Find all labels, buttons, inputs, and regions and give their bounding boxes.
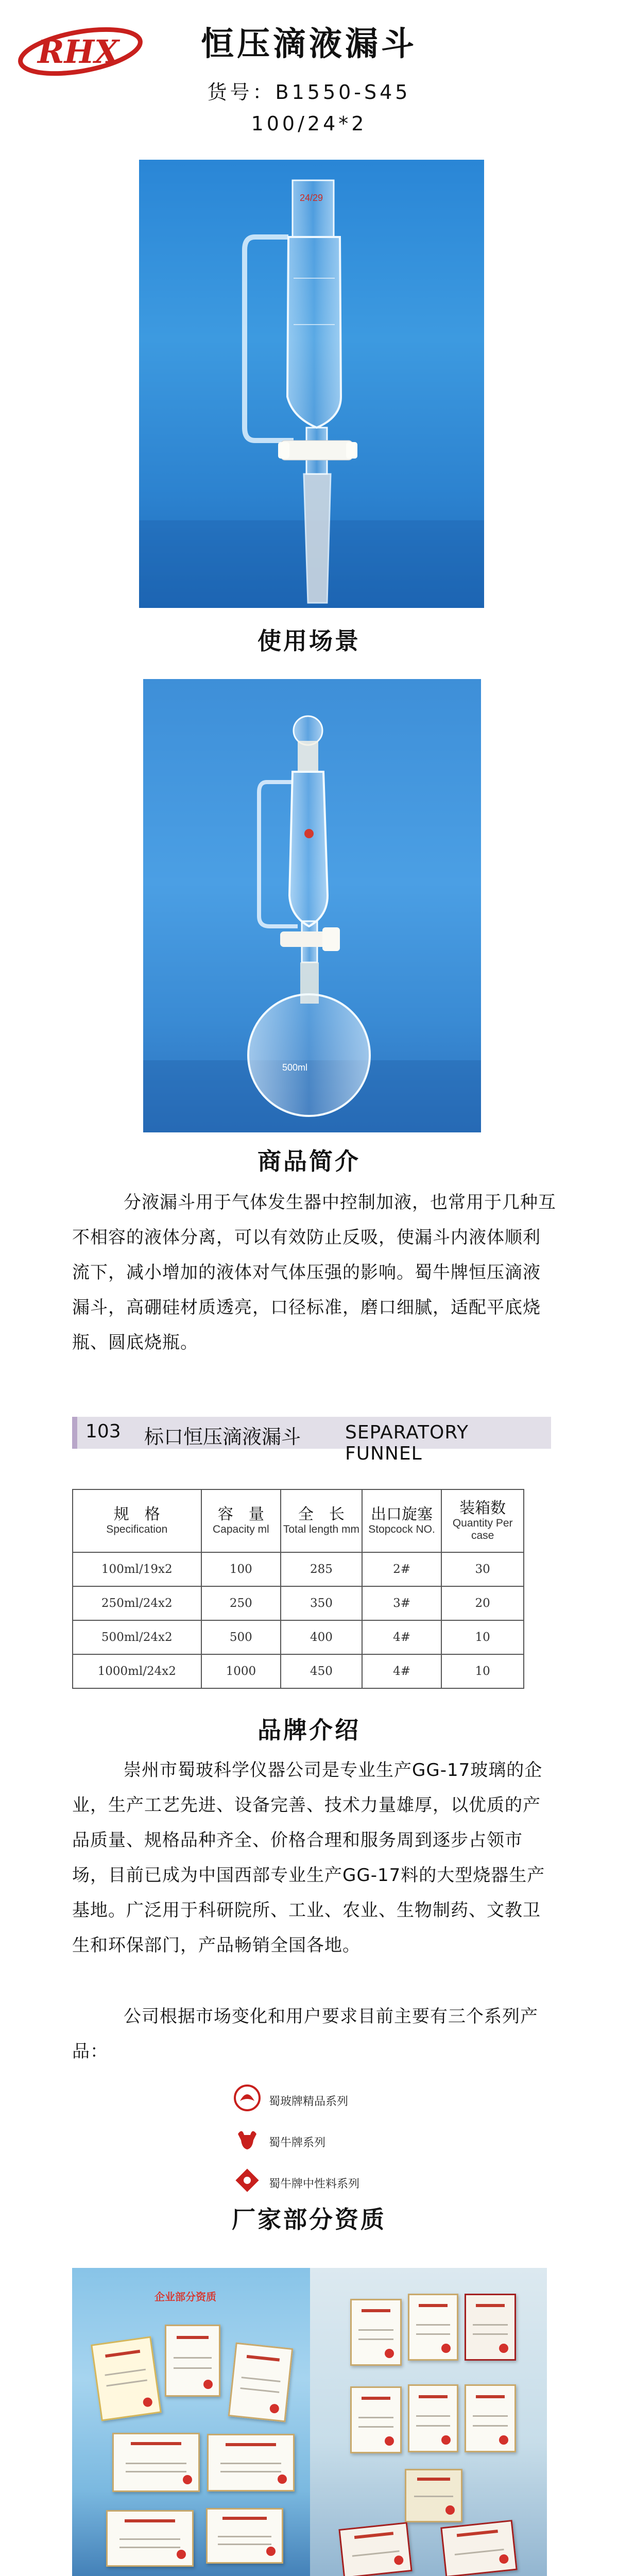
certificate xyxy=(465,2294,516,2361)
certificate xyxy=(207,2434,295,2492)
intro-text: 分液漏斗用于气体发生器中控制加液，也常用于几种互不相容的液体分离，可以有效防止反吸，使漏斗内液体顺利流下，减小增加的液体对气体压强的影响。蜀牛牌恒压滴液漏斗，高硼硅材质透亮，口径标准，磨口细腻，适配平底烧瓶、圆底烧瓶。 xyxy=(72,1192,556,1353)
cell-capacity: 100 xyxy=(201,1552,281,1586)
header-cell: 规 格 Specification xyxy=(73,1489,201,1552)
brand-paragraph-1 xyxy=(72,1753,556,1963)
certificate xyxy=(91,2336,162,2421)
neutral-glass-logo-icon xyxy=(233,2166,262,2195)
cert-panel-title: 企业部分资质 xyxy=(154,2291,216,2303)
scene-heading: 使用场景 xyxy=(258,627,360,655)
header-cell: 出口旋塞 Stopcock NO. xyxy=(362,1489,442,1552)
cell-length: 350 xyxy=(281,1586,362,1620)
table-row xyxy=(73,1654,524,1688)
certs-heading: 厂家部分资质 xyxy=(232,2206,386,2233)
series-label: 蜀牛牌中性料系列 xyxy=(269,2178,360,2191)
item-number: 货号：B1550-S45 xyxy=(207,81,411,104)
certificate xyxy=(165,2325,220,2397)
brand-paragraph-2 xyxy=(72,1999,556,2069)
cell-capacity: 500 xyxy=(201,1620,281,1654)
certificates-image xyxy=(72,2268,547,2576)
usage-photo xyxy=(143,679,481,1132)
header-cell: 容 量 Capacity ml xyxy=(201,1489,281,1552)
cell-stopcock: 3# xyxy=(362,1586,442,1620)
series-item xyxy=(233,2123,490,2159)
item-spec: 100/24*2 xyxy=(251,112,367,135)
cell-quantity: 10 xyxy=(441,1620,524,1654)
certificate xyxy=(350,2386,402,2453)
series-item xyxy=(233,2164,490,2200)
cell-spec: 500ml/24x2 xyxy=(73,1620,201,1654)
certificate xyxy=(228,2343,293,2422)
certificates-panel-right xyxy=(310,2268,547,2576)
cell-quantity: 30 xyxy=(441,1552,524,1586)
spec-header-row xyxy=(73,1489,524,1552)
certificate xyxy=(106,2510,194,2567)
svg-text:24/29: 24/29 xyxy=(300,193,323,203)
catalog-tag xyxy=(72,1417,77,1449)
intro-heading: 商品简介 xyxy=(258,1147,360,1175)
header-cell: 装箱数 Quantity Per case xyxy=(441,1489,524,1552)
intro-paragraph xyxy=(72,1185,556,1360)
cell-length: 285 xyxy=(281,1552,362,1586)
series-item xyxy=(233,2081,490,2117)
cell-spec: 1000ml/24x2 xyxy=(73,1654,201,1688)
certificate xyxy=(206,2508,283,2564)
table-row xyxy=(73,1552,524,1586)
certificate xyxy=(440,2520,517,2576)
catalog-bar xyxy=(72,1417,551,1464)
cell-spec: 100ml/19x2 xyxy=(73,1552,201,1586)
cell-stopcock: 2# xyxy=(362,1552,442,1586)
product-photo xyxy=(139,160,484,608)
certificate xyxy=(408,2384,458,2452)
spec-table xyxy=(72,1489,524,1689)
cell-quantity: 20 xyxy=(441,1586,524,1620)
certificate xyxy=(112,2433,200,2492)
product-title: 恒压滴液漏斗 xyxy=(201,25,417,63)
cell-length: 400 xyxy=(281,1620,362,1654)
catalog-name-en: SEPARATORY FUNNEL xyxy=(345,1422,469,1464)
brand-text-1: 崇州市蜀玻科学仪器公司是专业生产GG-17玻璃的企业，生产工艺先进、设备完善、技术力量雄厚，以优质的产品质量、规格品种齐全、价格合理和服务周到逐步占领市场，目前已成为中国西部专业生产GG-17料的大型烧器生产基地。广泛用于科研院所、工业、农业、生物制药、文教卫生和环保部门，产品畅销全国各地。 xyxy=(72,1760,545,1956)
catalog-name-cn: 标口恒压滴液漏斗 xyxy=(144,1426,301,1448)
cell-capacity: 250 xyxy=(201,1586,281,1620)
certificate xyxy=(405,2469,462,2522)
certificate xyxy=(350,2299,402,2366)
series-label: 蜀牛牌系列 xyxy=(269,2137,326,2149)
catalog-number: 103 xyxy=(85,1421,121,1442)
cell-capacity: 1000 xyxy=(201,1654,281,1688)
table-row xyxy=(73,1620,524,1654)
header-cell: 全 长 Total length mm xyxy=(281,1489,362,1552)
certificate xyxy=(338,2522,412,2576)
svg-text:RHX: RHX xyxy=(38,33,119,71)
cell-stopcock: 4# xyxy=(362,1620,442,1654)
svg-text:500ml: 500ml xyxy=(282,1062,308,1073)
brand-heading: 品牌介绍 xyxy=(258,1716,360,1744)
cell-spec: 250ml/24x2 xyxy=(73,1586,201,1620)
cell-stopcock: 4# xyxy=(362,1654,442,1688)
table-row xyxy=(73,1586,524,1620)
brand-text-2: 公司根据市场变化和用户要求目前主要有三个系列产品： xyxy=(72,2006,538,2062)
series-label: 蜀玻牌精品系列 xyxy=(269,2095,349,2108)
brand-logo-icon xyxy=(233,2083,262,2112)
cell-length: 450 xyxy=(281,1654,362,1688)
certificate xyxy=(465,2384,516,2452)
certificates-panel-left xyxy=(72,2268,310,2576)
certificate xyxy=(408,2294,458,2361)
bull-logo-icon xyxy=(233,2125,262,2154)
cell-quantity: 10 xyxy=(441,1654,524,1688)
